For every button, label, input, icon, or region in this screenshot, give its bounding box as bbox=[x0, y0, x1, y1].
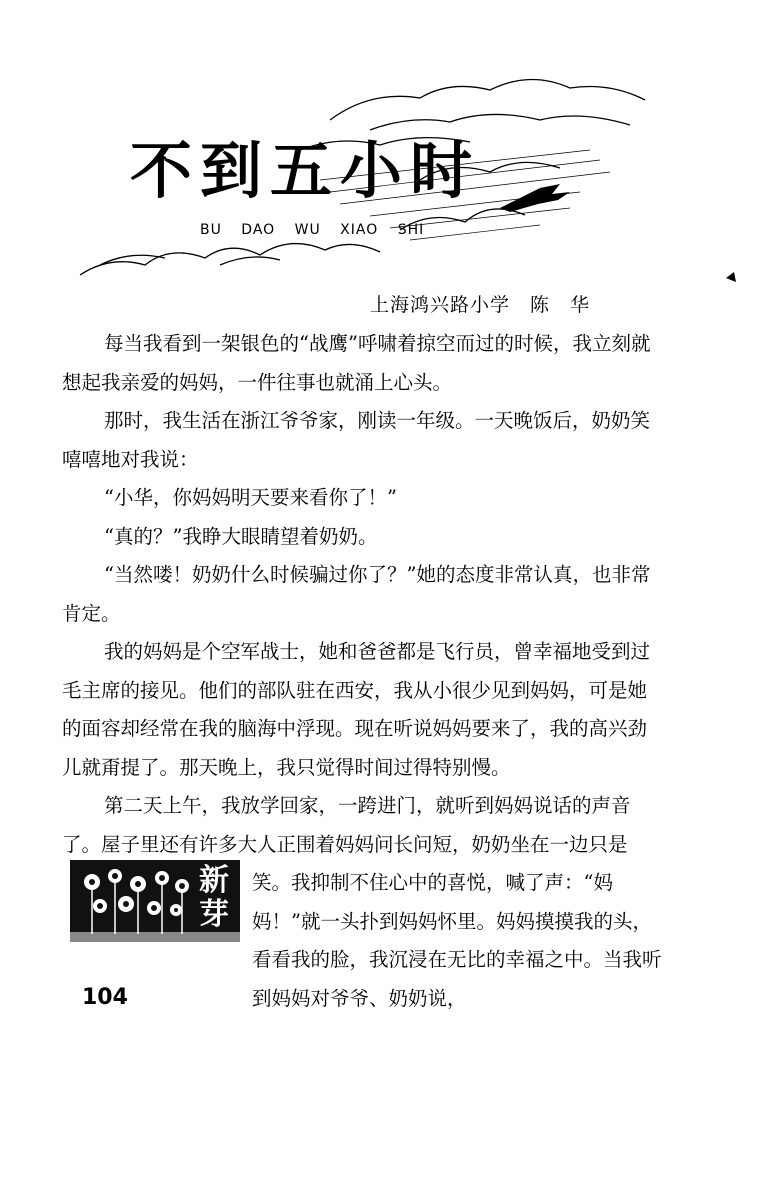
paragraph: 那时，我生活在浙江爷爷家，刚读一年级。一天晚饭后，奶奶笑嘻嘻地对我说： bbox=[62, 409, 651, 471]
title-pinyin: BU DAO WU XIAO SHI bbox=[200, 222, 425, 238]
column-badge bbox=[70, 860, 240, 942]
jet-icon bbox=[500, 184, 570, 212]
page-number: 104 bbox=[82, 985, 128, 1010]
ink-mark-icon bbox=[724, 270, 738, 284]
paragraph: “当然喽！奶奶什么时候骗过你了？”她的态度非常认真，也非常肯定。 bbox=[62, 563, 651, 625]
author-byline: 上海鸿兴路小学 陈 华 bbox=[370, 294, 591, 316]
paragraph-text: 第二天上午，我放学回家，一跨进门，就听到妈妈说话的声音了。屋子里还有许多大人正围着妈妈问长问短，奶奶坐在一边只是笑。我抑制不住心中的喜悦，喊了声：“妈妈！”就一头扑到妈妈怀里。妈妈摸摸我的头，看看我的脸，我沉浸在无比的幸福之中。当我听到妈妈对爷爷、奶奶说， bbox=[62, 794, 662, 1010]
badge-label: 新芽 bbox=[199, 863, 229, 932]
paragraph: 我的妈妈是个空军战士，她和爸爸都是飞行员，曾幸福地受到过毛主席的接见。他们的部队驻在西安，我从小很少见到妈妈，可是她的面容却经常在我的脑海中浮现。现在听说妈妈要来了，我的高兴劲儿就甭提了。那天晚上，我只觉得时间过得特别慢。 bbox=[62, 640, 651, 779]
paragraph: “小华，你妈妈明天要来看你了！” bbox=[104, 486, 397, 509]
paragraph: “真的？”我睁大眼睛望着奶奶。 bbox=[104, 524, 378, 548]
paragraph: 每当我看到一架银色的“战鹰”呼啸着掠空而过的时候，我立刻就想起我亲爱的妈妈，一件往事也就涌上心头。 bbox=[62, 332, 651, 394]
article-title: 不到五小时 bbox=[130, 134, 481, 207]
